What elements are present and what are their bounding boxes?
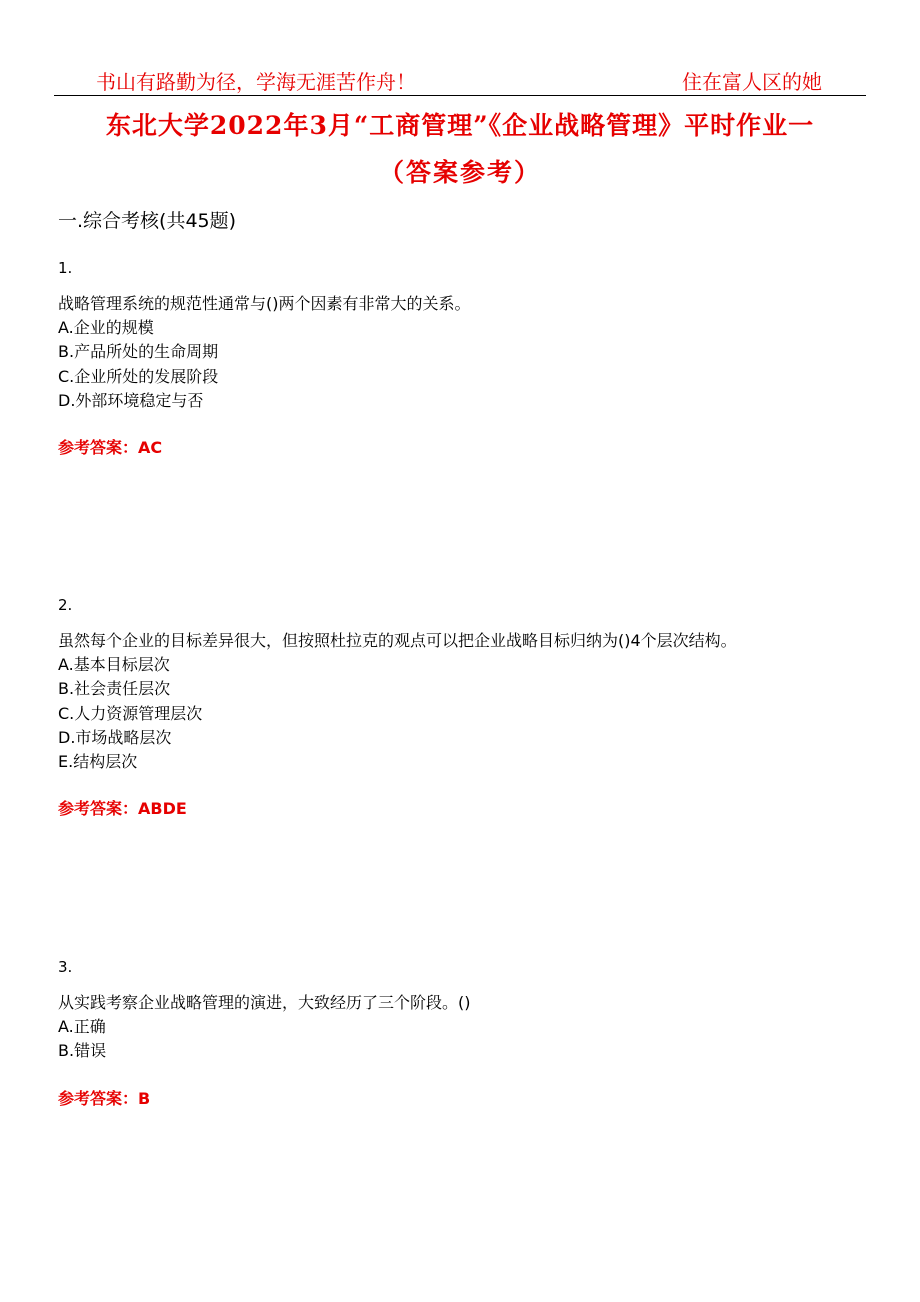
question-number: 2. [58, 596, 73, 614]
question-option-a: A.正确 [58, 1017, 106, 1036]
question-option-d: D.外部环境稳定与否 [58, 390, 204, 410]
question-answer: 参考答案：AC [58, 438, 163, 458]
question-option-a: A.基本目标层次 [58, 655, 170, 674]
question-stem: 战略管理系统的规范性通常与()两个因素有非常大的关系。 [58, 294, 471, 313]
question-option-c: C.人力资源管理层次 [58, 703, 203, 723]
question-option-b: B.产品所处的生命周期 [58, 342, 219, 362]
question-number: 1. [58, 259, 73, 277]
question-option-d: D.市场战略层次 [58, 727, 172, 747]
question-number: 3. [58, 958, 73, 976]
question-answer: 参考答案：B [58, 1088, 151, 1108]
question-stem: 从实践考察企业战略管理的演进，大致经历了三个阶段。() [58, 993, 471, 1012]
question-2 [58, 595, 880, 819]
question-option-e: E.结构层次 [58, 752, 138, 772]
header-motto: 书山有路勤为径，学海无涯苦作舟！ [96, 70, 416, 94]
question-option-b: B.社会责任层次 [58, 679, 171, 699]
question-1 [58, 258, 880, 458]
question-stem: 虽然每个企业的目标差异很大，但按照杜拉克的观点可以把企业战略目标归纳为()4个层次结构。 [58, 631, 737, 650]
question-option-b: B.错误 [58, 1041, 107, 1061]
section-heading: 一.综合考核(共45题) [58, 210, 237, 232]
question-answer: 参考答案：ABDE [58, 799, 187, 819]
question-3 [58, 957, 880, 1109]
document-title: 东北大学2022年3月“工商管理”《企业战略管理》平时作业一 [105, 111, 815, 140]
question-option-a: A.企业的规模 [58, 318, 154, 337]
header-author-text: 住在富人区的她 [682, 70, 822, 94]
question-option-c: C.企业所处的发展阶段 [58, 366, 219, 386]
document-subtitle: （答案参考） [378, 158, 541, 187]
header-divider [54, 95, 866, 96]
